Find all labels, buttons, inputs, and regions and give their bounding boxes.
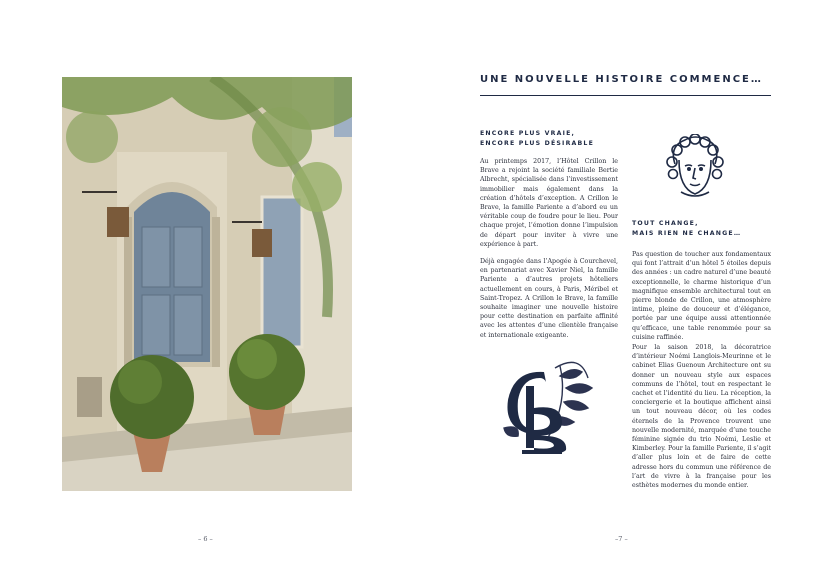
- section2-subtitle: [632, 219, 741, 239]
- section1-subtitle-line1: ENCORE PLUS VRAIE,: [480, 130, 576, 137]
- heading-rule: [480, 95, 771, 96]
- page-number-left: – 6 –: [198, 535, 213, 543]
- section1-subtitle: [480, 129, 594, 149]
- section1-subtitle-line2: ENCORE PLUS DÉSIRABLE: [480, 140, 595, 147]
- section1-paragraph: Déjà engagée dans l’Apogée à Courchevel, en partenariat avec Xavier Niel, la famille Pariente a d’autres projets hôteliers actuellement en cours, à Paris, Méribel et Saint-Tropez. A Crillon le Brave, la famille souhaite imaginer une nouvelle histoire pour cette destination en parfaite affinité avec les attentes d’une clientèle française et internationale exigeante.: [480, 258, 618, 339]
- section1-body: [480, 157, 618, 348]
- section1-paragraph: Au printemps 2017, l’Hôtel Crillon le Brave a rejoint la société familiale Bertie Albrecht, spécialisée dans l’investissement immobilier mais également dans la création d’hôtels d’exception. A Crillon le Brave, la famille Pariente a d’abord eu un véritable coup de foudre pour le lieu. Pour chaque projet, l’émotion donne l’impulsion de départ pour inviter à vivre une expérience à part.: [480, 158, 618, 248]
- section2-paragraph: Pour la saison 2018, la décoratrice d’intérieur Noémi Langlois-Meurinne et le cabinet Elias Guenoun Architecture ont su donner un nouveau style aux espaces communs de l’hôtel, tout en respectant le cachet et l’identité du lieu. La réception, la conciergerie et la boutique affichent ainsi un tout nouveau décor, où les codes éternels de la Provence trouvent une nouvelle modernité, marquée d’une touche féminine signée du trio Noémi, Leslie et Kimberley. Pour la famille Pariente, il s’agit d’aller plus loin et de faire de cette adresse hors du commun une référence de l’art de vivre à la française pour les esthètes modernes du monde entier.: [632, 344, 771, 490]
- page-heading: UNE NOUVELLE HISTOIRE COMMENCE…: [480, 74, 763, 85]
- section2-subtitle-line2: MAIS RIEN NE CHANGE…: [632, 230, 742, 237]
- monogram-logo: [500, 358, 600, 462]
- section2-body: [632, 250, 771, 491]
- section2-paragraph: Pas question de toucher aux fondamentaux qui font l’attrait d’un hôtel 5 étoiles depuis des années : un cadre naturel d’une beauté exceptionnelle, le charme historique d’un magnifique ensemble architectural tout en pierre blonde de Crillon, une atmosphère intime, pleine de douceur et d’élégance, portée par une équipe aussi attentionnée qu’efficace, une table renommée pour sa cuisine raffinée.: [632, 251, 771, 341]
- classical-face-illustration: [663, 134, 727, 204]
- hotel-facade-photo: [62, 77, 352, 491]
- section2-subtitle-line1: TOUT CHANGE,: [632, 220, 699, 227]
- page-number-right: –7 –: [615, 535, 628, 543]
